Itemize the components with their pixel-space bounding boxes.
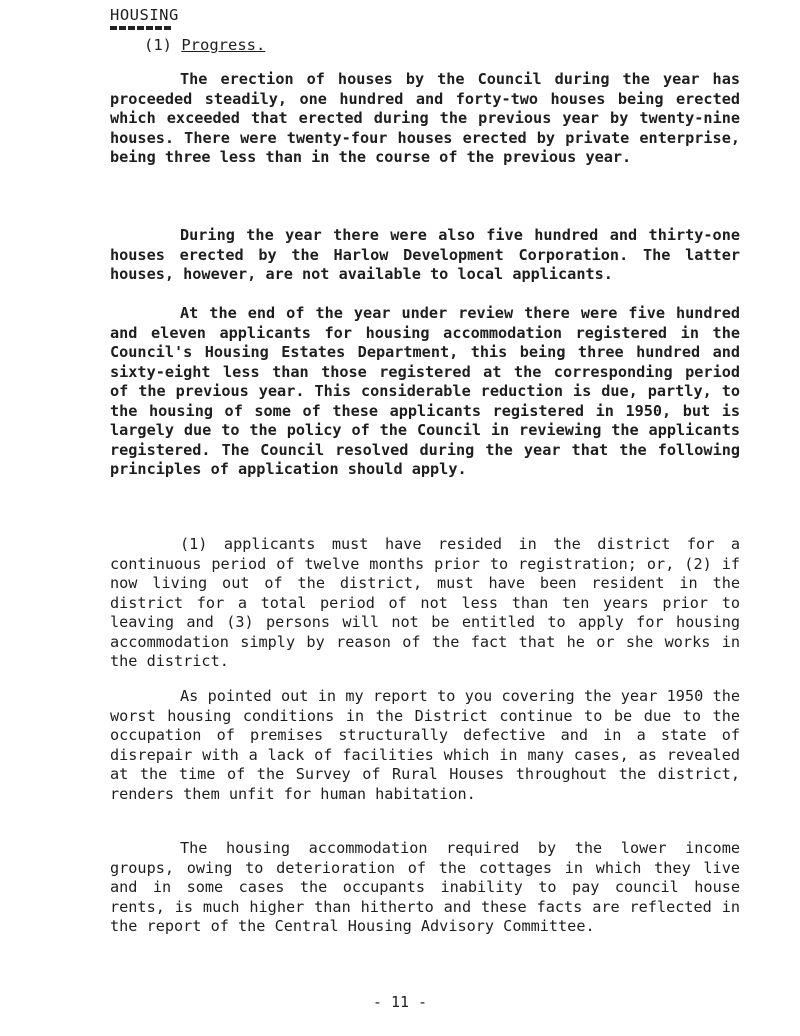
section-title — [144, 36, 265, 54]
paragraph-2: During the year there were also five hundred and thirty-one houses erected by the Harlow Development Corporation. The latter houses, however, are not available to local applicants. — [110, 226, 740, 283]
paragraph-4: (1) applicants must have resided in the district for a continuous period of twelve months prior to registration; or, (2) if now living out of the district, must have been resident in the district for a total period of not less than ten years prior to leaving and (3) persons will not be entitled to apply for housing accommodation simply by reason of the fact that he or she works in the district. — [110, 535, 740, 670]
heading-underline — [110, 26, 172, 30]
section-number: (1) — [144, 36, 172, 54]
page-number: - 11 - — [372, 993, 428, 1011]
paragraph-5: As pointed out in my report to you covering the year 1950 the worst housing conditions in the District continue to be due to the occupation of premises structurally defective and in a state of disrepair with a lack of facilities which in many cases, as revealed at the time of the Survey of Rural Houses throughout the district, renders them unfit for human habitation. — [110, 687, 740, 803]
section-title-text: Progress. — [181, 36, 266, 54]
paragraph-3: At the end of the year under review there were five hundred and eleven applicants for housing accommodation registered in the Council's Housing Estates Department, this being three hundred and sixty-eight less than those registered at the corresponding period of the previous year. This considerable reduction is due, partly, to the housing of some of these applicants registered in 1950, but is largely due to the policy of the Council in reviewing the applicants registered. The Council resolved during the year that the following principles of application should apply. — [110, 304, 740, 478]
paragraph-1: The erection of houses by the Council during the year has proceeded steadily, one hundred and forty-two houses being erected which exceeded that erected during the previous year by twenty-nine houses. There were twenty-four houses erected by private enterprise, being three less than in the course of the previous year. — [110, 70, 740, 166]
paragraph-6: The housing accommodation required by the lower income groups, owing to deterioration of the cottages in which they live and in some cases the occupants inability to pay council house rents, is much higher than hitherto and these facts are reflected in the report of the Central Housing Advisory Committee. — [110, 839, 740, 935]
page-heading: HOUSING — [110, 6, 179, 24]
